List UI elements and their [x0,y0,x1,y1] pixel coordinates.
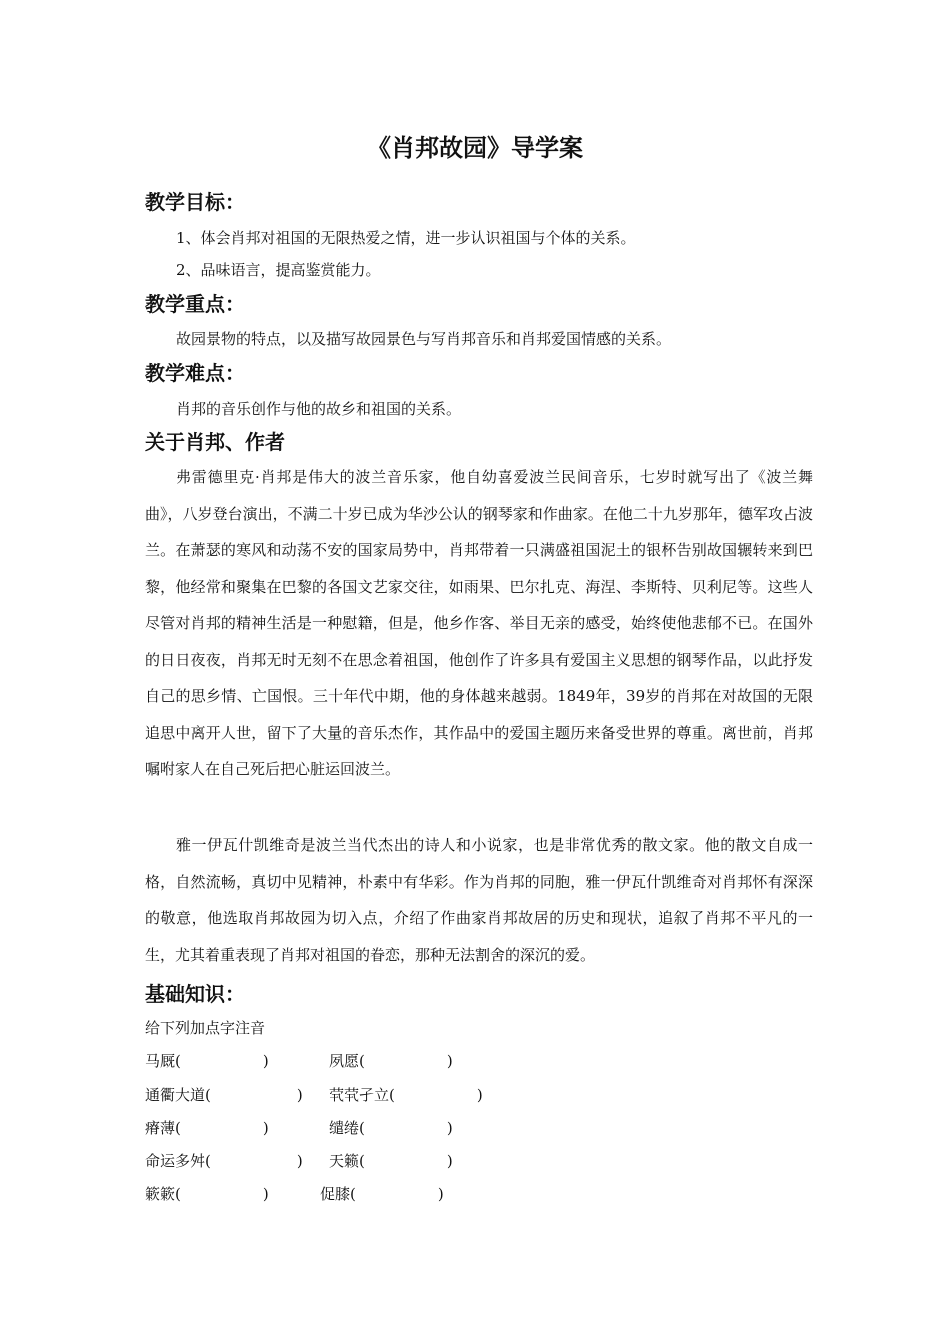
pinyin-exercise-item [320,1183,444,1205]
about-heading: 关于肖邦、作者 [145,430,285,454]
close-paren: ) [476,1086,483,1104]
close-paren: ) [446,1119,453,1137]
key-points-text: 故园景物的特点，以及描写故园景色与写肖邦音乐和肖邦爱国情感的关系。 [176,330,672,348]
close-paren: ) [262,1119,269,1137]
open-paren: ( [350,1185,356,1203]
exercise-word: 通衢大道 [145,1086,206,1104]
about-chopin-paragraph: 弗雷德里克·肖邦是伟大的波兰音乐家，他自幼喜爱波兰民间音乐，七岁时就写出了《波兰舞曲》，八岁登台演出，不满二十岁已成为华沙公认的钢琴家和作曲家。在他二十九岁那年，德军攻占波兰。在萧瑟的寒风和动荡不安的国家局势中，肖邦带着一只满盛祖国泥土的银杯告别故国辗转来到巴黎，他经常和聚集在巴黎的各国文艺家交往，如雨果、巴尔扎克、海涅、李斯特、贝利尼等。这些人尽管对肖邦的精神生活是一种慰籍，但是，他乡作客、举目无亲的感受，始终使他悲郁不已。在国外的日日夜夜，肖邦无时无刻不在思念着祖国，他创作了许多具有爱国主义思想的钢琴作品，以此抒发自己的思乡情、亡国恨。三十年代中期，他的身体越来越弱。1849年，39岁的肖邦在对故国的无限追思中离开人世，留下了大量的音乐杰作，其作品中的爱国主题历来备受世界的尊重。离世前，肖邦嘱咐家人在自己死后把心脏运回波兰。 [145,468,813,778]
close-paren: ) [437,1185,444,1203]
exercise-word: 促膝 [320,1185,351,1203]
exercise-word: 天籁 [329,1152,360,1170]
pinyin-exercise-item [145,1050,269,1072]
open-paren: ( [175,1052,181,1070]
pinyin-exercise-item [145,1084,303,1106]
close-paren: ) [296,1086,303,1104]
open-paren: ( [389,1086,395,1104]
page-title: 《肖邦故园》导学案 [367,134,583,162]
open-paren: ( [359,1119,365,1137]
difficulties-text: 肖邦的音乐创作与他的故乡和祖国的关系。 [176,400,462,418]
open-paren: ( [359,1052,365,1070]
open-paren: ( [205,1152,211,1170]
close-paren: ) [262,1185,269,1203]
open-paren: ( [359,1152,365,1170]
key-points-heading: 教学重点： [145,292,245,316]
open-paren: ( [175,1185,181,1203]
pinyin-exercise-item [145,1150,303,1172]
about-author-paragraph: 雅一伊瓦什凯维奇是波兰当代杰出的诗人和小说家，也是非常优秀的散文家。他的散文自成一格，自然流畅，真切中见精神，朴素中有华彩。作为肖邦的同胞，雅一伊瓦什凯维奇对肖邦怀有深深的敬意，他选取肖邦故园为切入点，介绍了作曲家肖邦故居的历史和现状，追叙了肖邦不平凡的一生，尤其着重表现了肖邦对祖国的眷恋，那种无法割舍的深沉的爱。 [145,836,813,964]
exercise-word: 马厩 [145,1052,176,1070]
exercise-word: 茕茕孑立 [329,1086,390,1104]
basics-instruction: 给下列加点字注音 [145,1019,266,1037]
pinyin-exercise-item [329,1117,453,1139]
close-paren: ) [446,1152,453,1170]
objective-item-1: 1、体会肖邦对祖国的无限热爱之情，进一步认识祖国与个体的关系。 [176,229,636,247]
open-paren: ( [205,1086,211,1104]
exercise-word: 簌簌 [145,1185,176,1203]
objectives-heading: 教学目标： [145,190,245,214]
exercise-word: 瘠薄 [145,1119,176,1137]
pinyin-exercise-item [145,1183,269,1205]
exercise-word: 夙愿 [329,1052,360,1070]
basics-heading: 基础知识： [145,982,245,1006]
pinyin-exercise-item [145,1117,269,1139]
objective-item-2: 2、品味语言，提高鉴赏能力。 [176,261,381,279]
pinyin-exercise-item [329,1050,453,1072]
difficulties-heading: 教学难点： [145,361,245,385]
open-paren: ( [175,1119,181,1137]
exercise-word: 缱绻 [329,1119,360,1137]
close-paren: ) [262,1052,269,1070]
close-paren: ) [446,1052,453,1070]
exercise-word: 命运多舛 [145,1152,206,1170]
pinyin-exercise-item [329,1084,483,1106]
pinyin-exercise-item [329,1150,453,1172]
close-paren: ) [296,1152,303,1170]
